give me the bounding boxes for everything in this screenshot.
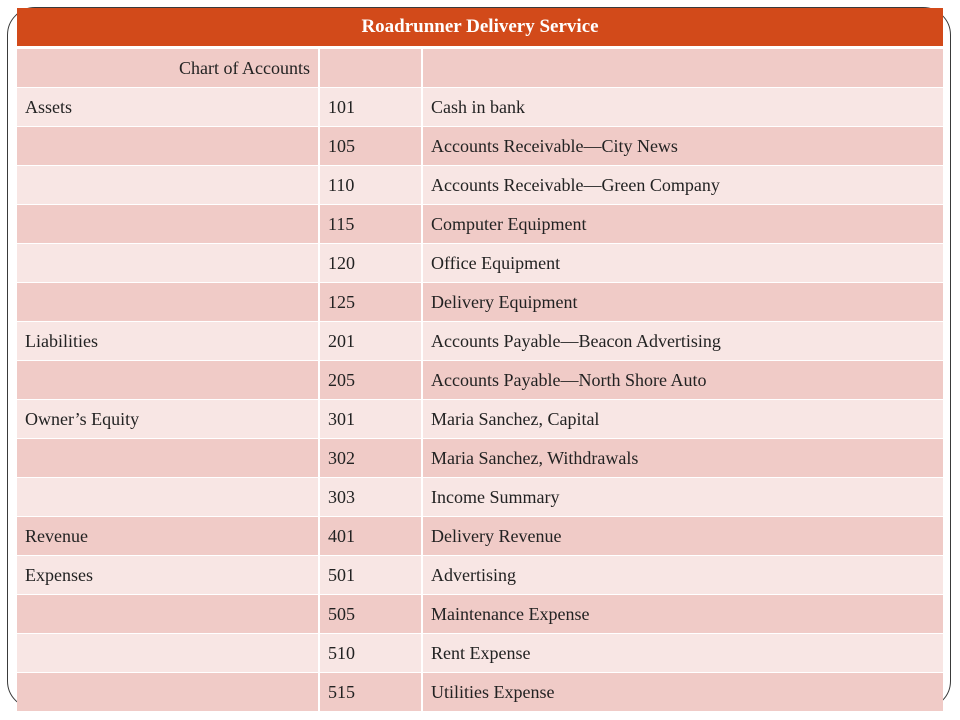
account-category — [17, 439, 319, 478]
account-category — [17, 244, 319, 283]
account-number: 505 — [319, 595, 422, 634]
account-name: Accounts Receivable—City News — [422, 127, 943, 166]
table-row — [17, 283, 943, 322]
account-number: 301 — [319, 400, 422, 439]
account-number: 515 — [319, 673, 422, 712]
account-category — [17, 205, 319, 244]
account-category: Assets — [17, 88, 319, 127]
account-number: 105 — [319, 127, 422, 166]
table-row — [17, 400, 943, 439]
subtitle-row — [17, 48, 943, 88]
account-name: Income Summary — [422, 478, 943, 517]
account-name: Accounts Receivable—Green Company — [422, 166, 943, 205]
account-number: 120 — [319, 244, 422, 283]
account-name: Delivery Revenue — [422, 517, 943, 556]
account-name: Cash in bank — [422, 88, 943, 127]
account-category: Expenses — [17, 556, 319, 595]
account-category — [17, 127, 319, 166]
table-row — [17, 556, 943, 595]
chart-of-accounts-table — [17, 8, 943, 712]
account-number: 115 — [319, 205, 422, 244]
empty-cell — [319, 48, 422, 88]
table-row — [17, 361, 943, 400]
account-number: 302 — [319, 439, 422, 478]
account-name: Maria Sanchez, Capital — [422, 400, 943, 439]
account-number: 110 — [319, 166, 422, 205]
account-number: 510 — [319, 634, 422, 673]
account-name: Rent Expense — [422, 634, 943, 673]
account-name: Accounts Payable—Beacon Advertising — [422, 322, 943, 361]
account-category: Owner’s Equity — [17, 400, 319, 439]
table-title-row — [17, 8, 943, 48]
account-name: Maria Sanchez, Withdrawals — [422, 439, 943, 478]
account-category — [17, 166, 319, 205]
table-row — [17, 595, 943, 634]
account-name: Advertising — [422, 556, 943, 595]
empty-cell — [422, 48, 943, 88]
table-row — [17, 478, 943, 517]
account-number: 125 — [319, 283, 422, 322]
account-name: Computer Equipment — [422, 205, 943, 244]
table-row — [17, 127, 943, 166]
account-category — [17, 361, 319, 400]
account-number: 205 — [319, 361, 422, 400]
account-category — [17, 673, 319, 712]
table-row — [17, 673, 943, 712]
account-category: Revenue — [17, 517, 319, 556]
table-row — [17, 439, 943, 478]
table-row — [17, 634, 943, 673]
account-number: 501 — [319, 556, 422, 595]
account-name: Office Equipment — [422, 244, 943, 283]
table-row — [17, 322, 943, 361]
account-category: Liabilities — [17, 322, 319, 361]
table-row — [17, 517, 943, 556]
account-number: 401 — [319, 517, 422, 556]
table-row — [17, 166, 943, 205]
account-category — [17, 478, 319, 517]
table-row — [17, 88, 943, 127]
account-name: Maintenance Expense — [422, 595, 943, 634]
account-number: 101 — [319, 88, 422, 127]
table-row — [17, 205, 943, 244]
account-name: Delivery Equipment — [422, 283, 943, 322]
account-category — [17, 283, 319, 322]
table-row — [17, 244, 943, 283]
account-category — [17, 595, 319, 634]
account-number: 201 — [319, 322, 422, 361]
table-title: Roadrunner Delivery Service — [17, 8, 943, 48]
account-number: 303 — [319, 478, 422, 517]
account-category — [17, 634, 319, 673]
account-name: Utilities Expense — [422, 673, 943, 712]
table-subtitle: Chart of Accounts — [17, 48, 319, 88]
account-name: Accounts Payable—North Shore Auto — [422, 361, 943, 400]
